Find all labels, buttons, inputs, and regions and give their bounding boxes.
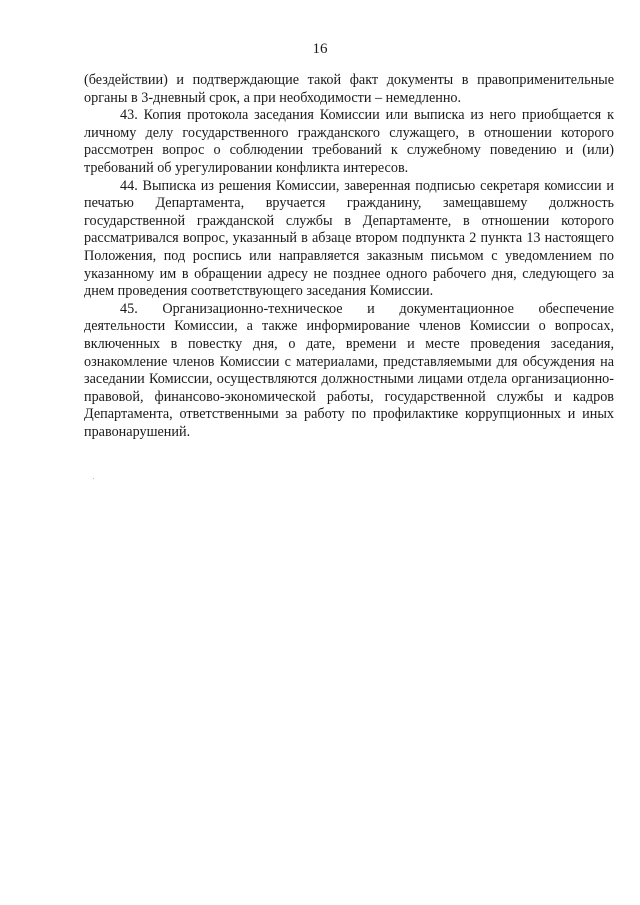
scan-artifact-dot — [93, 478, 94, 479]
document-body — [84, 72, 614, 441]
page-number: 16 — [312, 41, 328, 57]
paragraph-43: 43. Копия протокола заседания Комиссии или выписка из него приобщается к личному делу государственного гражданского служащего, в отношении которого рассмотрен вопрос о соблюдении требований к служебному поведению и (или) требований об урегулировании конфликта интересов. — [84, 107, 614, 176]
paragraph-44: 44. Выписка из решения Комиссии, заверенная подписью секретаря комиссии и печатью Департамента, вручается гражданину, замещавшему должность государственной гражданской службы в Департаменте, в отношении которого рассматривался вопрос, указанный в абзаце втором подпункта 2 пункта 13 настоящего Положения, под роспись или направляется заказным письмом с уведомлением по указанному им в обращении адресу не позднее одного рабочего дня, следующего за днем проведения соответствующего заседания Комиссии. — [84, 177, 614, 300]
paragraph-continuation: (бездействии) и подтверждающие такой факт документы в правоприменительные органы в 3-дневный срок, а при необходимости – немедленно. — [84, 72, 614, 106]
paragraph-45: 45. Организационно-техническое и документационное обеспечение деятельности Комиссии, а также информирование членов Комиссии о вопросах, включенных в повестку дня, о дате, времени и месте проведения заседания, ознакомление членов Комиссии с материалами, представляемыми для обсуждения на заседании Комиссии, осуществляются должностными лицами отдела организационно-правовой, финансово-экономической работы, государственной службы и кадров Департамента, ответственными за работу по профилактике коррупционных и иных правонарушений. — [84, 300, 614, 440]
